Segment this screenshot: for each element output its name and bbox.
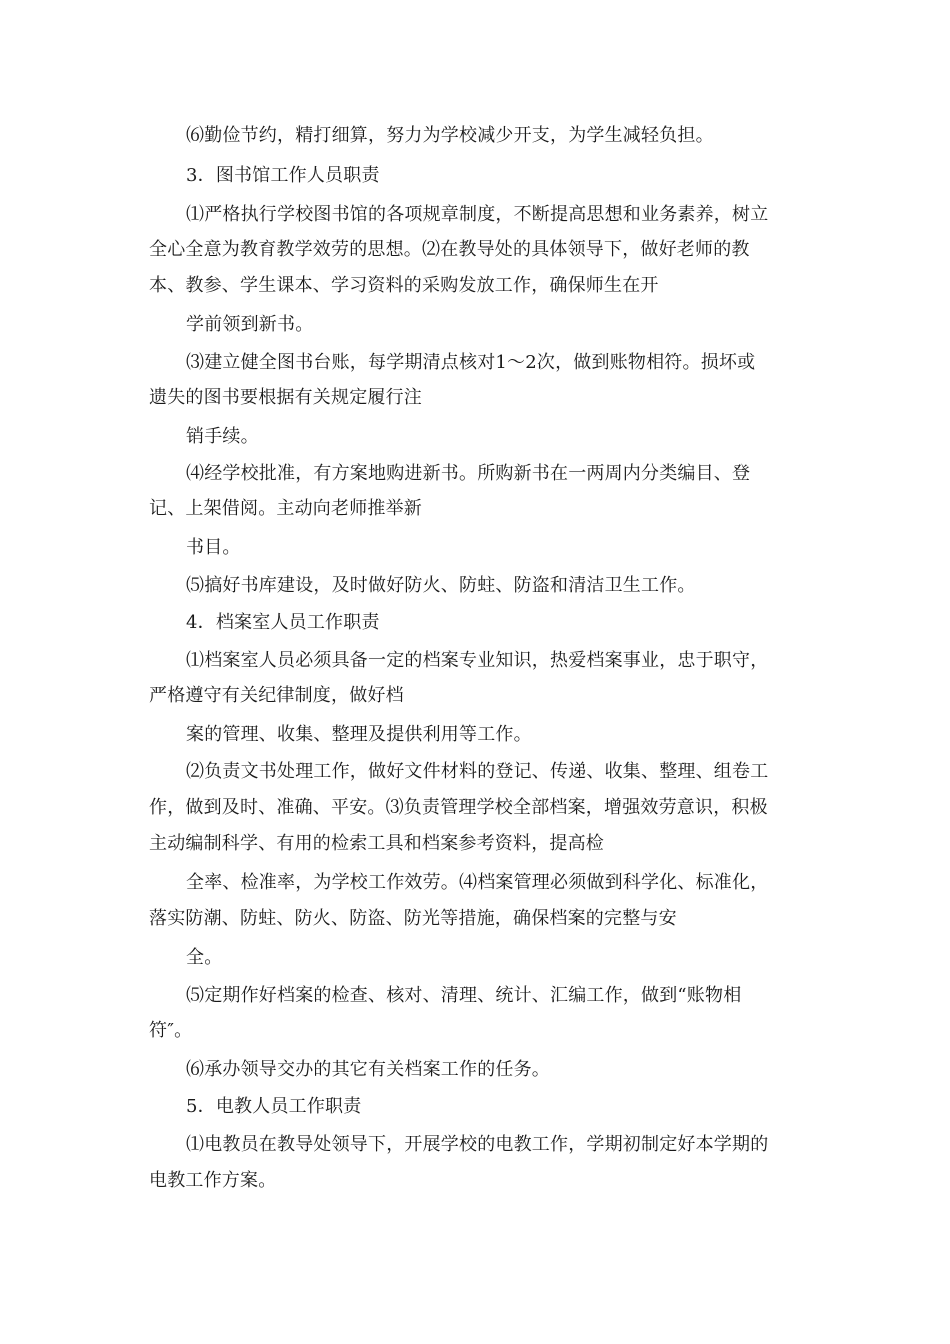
text-line: ⑶建立健全图书台账，每学期清点核对1～2次，做到账物相符。损坏或 — [186, 352, 756, 373]
section-heading: 5．电教人员工作职责 — [186, 1096, 362, 1117]
section-heading: 4．档案室人员工作职责 — [186, 612, 380, 633]
text-line: 遗失的图书要根据有关规定履行注 — [149, 387, 422, 408]
text-line: 主动编制科学、有用的检索工具和档案参考资料，提高检 — [149, 833, 604, 854]
text-line: ⑵负责文书处理工作，做好文件材料的登记、传递、收集、整理、组卷工 — [186, 761, 769, 782]
text-line: 电教工作方案。 — [149, 1170, 277, 1191]
text-line: 学前领到新书。 — [186, 314, 314, 335]
text-line: ⑴档案室人员必须具备一定的档案专业知识，热爱档案事业，忠于职守， — [186, 650, 769, 671]
text-line: 全。 — [186, 947, 223, 968]
text-line: 作，做到及时、准确、平安。⑶负责管理学校全部档案，增强效劳意识，积极 — [149, 797, 768, 818]
text-line: 书目。 — [186, 537, 241, 558]
text-line: 本、教参、学生课本、学习资料的采购发放工作，确保师生在开 — [149, 275, 659, 296]
text-line: ⑸搞好书库建设，及时做好防火、防蛀、防盗和清洁卫生工作。 — [186, 575, 696, 596]
text-line: ⑷经学校批准，有方案地购进新书。所购新书在一两周内分类编目、登 — [186, 463, 751, 484]
text-line: 严格遵守有关纪律制度，做好档 — [149, 685, 404, 706]
text-line: ⑴严格执行学校图书馆的各项规章制度，不断提高思想和业务素养，树立 — [186, 204, 769, 225]
text-line: ⑹承办领导交办的其它有关档案工作的任务。 — [186, 1059, 550, 1080]
text-line: 落实防潮、防蛀、防火、防盗、防光等措施，确保档案的完整与安 — [149, 908, 677, 929]
section-heading: 3．图书馆工作人员职责 — [186, 165, 380, 186]
text-line: ⑴电教员在教导处领导下，开展学校的电教工作，学期初制定好本学期的 — [186, 1134, 769, 1155]
text-line: 全心全意为教育教学效劳的思想。⑵在教导处的具体领导下，做好老师的教 — [149, 239, 750, 260]
text-line: 记、上架借阅。主动向老师推举新 — [149, 498, 422, 519]
text-line: 案的管理、收集、整理及提供利用等工作。 — [186, 724, 532, 745]
text-line: ⑹勤俭节约，精打细算，努力为学校减少开支，为学生减轻负担。 — [186, 125, 714, 146]
text-line: 全率、检准率，为学校工作效劳。⑷档案管理必须做到科学化、标准化， — [186, 872, 769, 893]
text-line: 符″。 — [149, 1020, 193, 1041]
text-line: 销手续。 — [186, 426, 259, 447]
text-line: ⑸定期作好档案的检查、核对、清理、统计、汇编工作，做到“账物相 — [186, 985, 742, 1006]
